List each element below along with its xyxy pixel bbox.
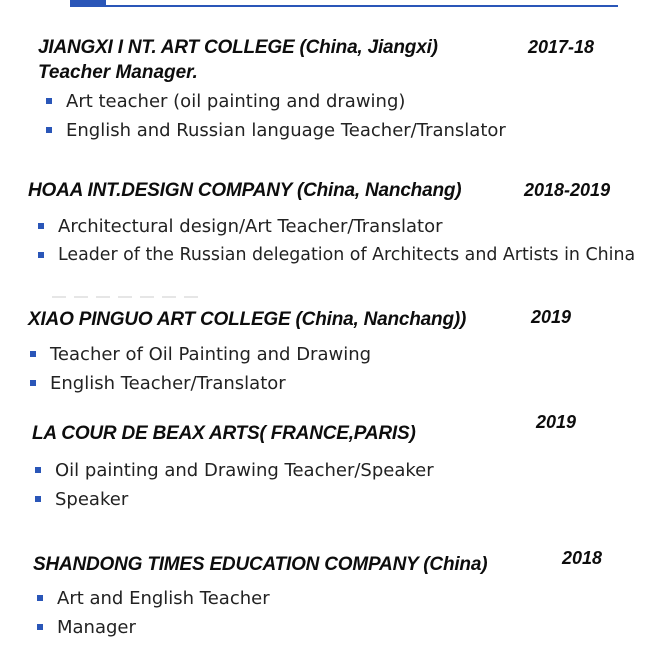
list-item: Oil painting and Drawing Teacher/Speaker: [35, 456, 434, 485]
list-item: Manager: [37, 613, 270, 642]
job-title: LA COUR DE BEAX ARTS( FRANCE,PARIS): [32, 423, 416, 444]
header-divider: [70, 5, 618, 7]
faint-artifact: [52, 296, 202, 298]
bullet-marker: [35, 496, 41, 502]
list-item: English Teacher/Translator: [30, 369, 371, 398]
job-bullet-list: [30, 340, 371, 398]
list-item: Architectural design/Art Teacher/Translator: [38, 212, 635, 241]
job-year: 2019: [536, 412, 577, 432]
bullet-marker: [46, 127, 52, 133]
job-title: JIANGXI I NT. ART COLLEGE (China, Jiangxi): [38, 37, 438, 58]
bullet-marker: [38, 223, 44, 229]
job-year: 2019: [531, 307, 572, 327]
bullet-marker: [38, 252, 44, 258]
list-item: Leader of the Russian delegation of Architects and Artists in China: [38, 241, 635, 270]
job-title: HOAA INT.DESIGN COMPANY (China, Nanchang): [28, 180, 462, 201]
job-year: 2018-2019: [524, 180, 611, 200]
job-bullet-list: [38, 212, 635, 270]
list-item: English and Russian language Teacher/Translator: [46, 116, 506, 145]
bullet-marker: [46, 98, 52, 104]
job-year: 2017-18: [528, 37, 595, 57]
job-bullet-list: [46, 87, 506, 145]
job-bullet-list: [35, 456, 434, 514]
list-item: Teacher of Oil Painting and Drawing: [30, 340, 371, 369]
job-title: XIAO PINGUO ART COLLEGE (China, Nanchang)): [28, 309, 467, 330]
job-title: SHANDONG TIMES EDUCATION COMPANY (China): [33, 554, 488, 575]
bullet-marker: [30, 380, 36, 386]
bullet-marker: [35, 467, 41, 473]
list-item: Art and English Teacher: [37, 584, 270, 613]
header-accent-block: [70, 0, 106, 7]
job-bullet-list: [37, 584, 270, 642]
list-item: Art teacher (oil painting and drawing): [46, 87, 506, 116]
bullet-marker: [37, 624, 43, 630]
job-year: 2018: [562, 548, 603, 568]
bullet-marker: [30, 351, 36, 357]
bullet-marker: [37, 595, 43, 601]
job-subtitle: Teacher Manager.: [38, 62, 198, 83]
list-item: Speaker: [35, 485, 434, 514]
